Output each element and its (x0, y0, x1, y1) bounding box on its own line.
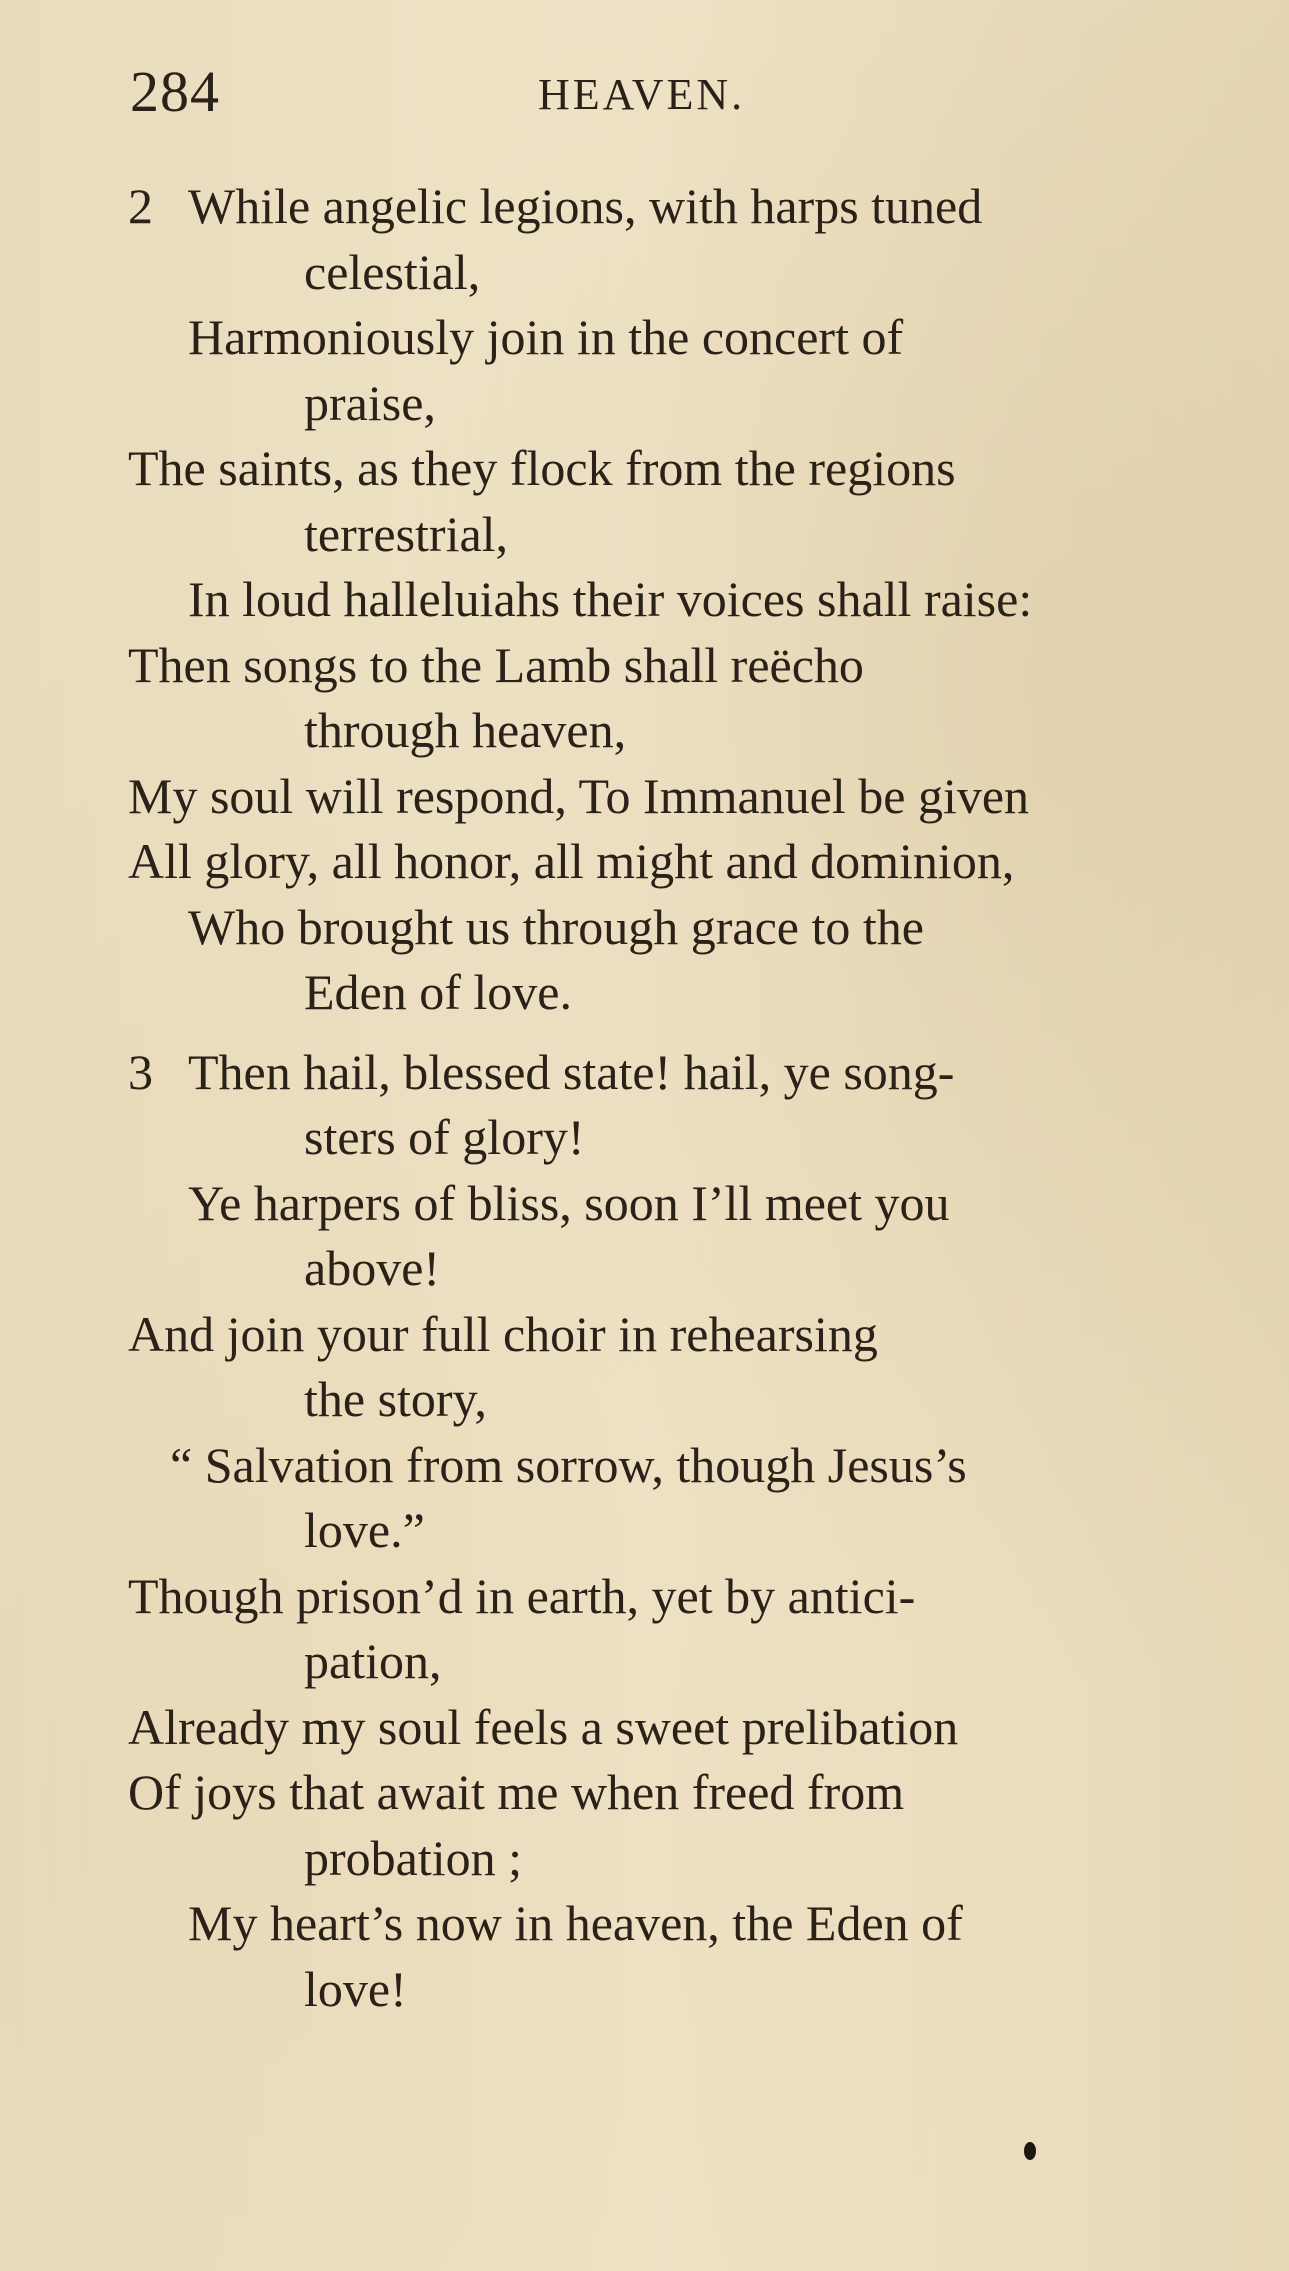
verse-line: sters of glory! (304, 1109, 585, 1165)
verse-line: Of joys that await me when freed from (128, 1764, 905, 1820)
verse-line: And join your full choir in rehearsing (128, 1305, 878, 1362)
verse-line: “ Salvation from sorrow, though Jesus’s (170, 1436, 967, 1493)
verse-number: 2 (128, 178, 153, 234)
verse-line: above! (304, 1240, 441, 1296)
verse-line: Then songs to the Lamb shall reëcho (128, 636, 864, 693)
verse-line: probation ; (304, 1829, 523, 1886)
verse-line: pation, (304, 1633, 442, 1689)
page-header (130, 52, 1210, 132)
verse-line: Harmoniously join in the concert of (188, 309, 904, 365)
verse-line: love! (304, 1960, 407, 2017)
running-title: HEAVEN. (538, 70, 746, 119)
verse-number: 3 (128, 1043, 153, 1100)
verse-line: Already my soul feels a sweet prelibation (128, 1698, 959, 1755)
verse-line: through heaven, (304, 702, 627, 758)
verse-line: terrestrial, (304, 505, 509, 562)
verse-line: the story, (304, 1371, 487, 1427)
verse-line: Ye harpers of bliss, soon I’ll meet you (188, 1174, 950, 1231)
verse-line: My soul will respond, To Immanuel be given (128, 767, 1030, 824)
verse-gap (128, 1026, 1188, 1040)
verse-line: Who brought us through grace to the (188, 898, 924, 955)
verse-line: 3 Then hail, blessed state! hail, ye song- (128, 1040, 1188, 1106)
verse-line: All glory, all honor, all might and dominion, (128, 833, 1015, 889)
verse-line: In loud halleluiahs their voices shall raise: (188, 571, 1033, 627)
verse-line: praise, (304, 374, 436, 431)
verse-line: The saints, as they flock from the regions (128, 440, 956, 496)
verse-line: Though prison’d in earth, yet by antici- (128, 1567, 916, 1624)
verse-line: My heart’s now in heaven, the Eden of (188, 1895, 963, 1951)
hymn-text (128, 174, 1188, 2022)
verse-line: love.” (304, 1502, 425, 1558)
ink-blot (1024, 2142, 1036, 2160)
page-number: 284 (130, 59, 220, 124)
verse-line: celestial, (304, 243, 481, 300)
verse-line: Eden of love. (304, 964, 572, 1020)
verse-line: 2 While angelic legions, with harps tuned (128, 174, 1188, 240)
